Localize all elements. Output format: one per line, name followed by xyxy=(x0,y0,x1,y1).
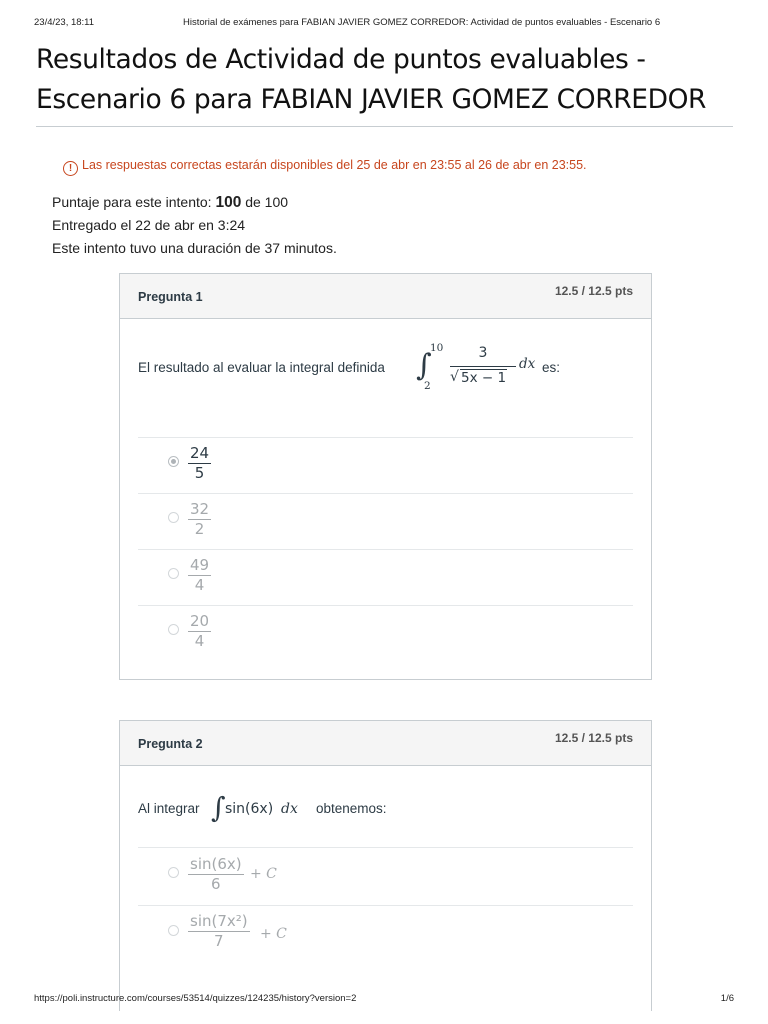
fraction-denominator: 6 xyxy=(188,874,244,894)
fraction-denominator: 2 xyxy=(188,519,211,539)
warning-circle-icon: ! xyxy=(63,161,78,176)
sqrt-radicand: 5x − 1 xyxy=(461,370,507,386)
score-label: Puntaje para este intento: xyxy=(52,194,212,210)
print-header xyxy=(34,17,734,31)
notice-text: Las respuestas correctas estarán disponibles del 25 de abr en 23:55 al 26 de abr en 23:55. xyxy=(82,158,587,172)
fraction-denominator: 4 xyxy=(188,631,211,651)
question-points: 12.5 / 12.5 pts xyxy=(554,284,633,298)
page-number: 1/6 xyxy=(720,993,734,1004)
answer-constant: + C xyxy=(250,866,277,882)
answer-radio[interactable] xyxy=(168,867,179,878)
answer-option[interactable] xyxy=(138,847,633,905)
answer-radio[interactable] xyxy=(168,512,179,523)
attempt-summary xyxy=(52,191,337,260)
fraction-numerator: sin(7x²) xyxy=(190,912,248,930)
prompt-suffix: es: xyxy=(542,360,561,375)
title-divider xyxy=(36,126,733,127)
question-prompt xyxy=(138,360,385,375)
integral-sign: ∫ xyxy=(211,791,226,824)
differential: dx xyxy=(519,356,536,372)
integrand: sin(6x) xyxy=(225,801,274,817)
integral-sign: ∫ xyxy=(416,348,432,383)
differential: dx xyxy=(281,801,298,817)
integral-numerator: 3 xyxy=(478,345,488,361)
integral-lower-limit: 2 xyxy=(424,380,431,392)
page-title-line2: Escenario 6 para FABIAN JAVIER GOMEZ CORREDOR xyxy=(36,84,707,115)
score-suffix: de 100 xyxy=(245,194,289,210)
fraction-numerator: sin(6x) xyxy=(190,855,242,873)
submitted-line: Entregado el 22 de abr en 3:24 xyxy=(52,217,246,233)
page-title-line1: Resultados de Actividad de puntos evaluables - xyxy=(36,44,646,75)
prompt-suffix: obtenemos: xyxy=(316,801,387,816)
answer-radio[interactable] xyxy=(168,456,179,467)
sqrt-sign: √ xyxy=(450,369,459,385)
fraction-bar xyxy=(450,366,516,367)
fraction-denominator: 4 xyxy=(188,575,211,595)
print-title: Historial de exámenes para FABIAN JAVIER GOMEZ CORREDOR: Actividad de puntos evaluables - Escenario 6 xyxy=(183,17,661,28)
question-prompt: Al integrar xyxy=(138,801,200,816)
integral-expression xyxy=(416,342,546,398)
answer-radio[interactable] xyxy=(168,568,179,579)
answer-fraction xyxy=(188,612,211,651)
answers-availability-notice xyxy=(63,158,587,176)
answer-radio[interactable] xyxy=(168,624,179,635)
prompt-text: El resultado al evaluar la integral definida xyxy=(138,360,385,375)
print-footer xyxy=(34,993,734,1007)
question-card-2 xyxy=(119,720,652,1011)
answer-option[interactable] xyxy=(138,905,633,963)
question-header xyxy=(120,274,651,319)
answer-fraction xyxy=(188,556,211,595)
answer-option[interactable] xyxy=(138,549,633,605)
print-date: 23/4/23, 18:11 xyxy=(34,17,95,28)
answer-constant: + C xyxy=(260,926,287,942)
question-title: Pregunta 2 xyxy=(138,737,203,751)
duration-line: Este intento tuvo una duración de 37 minutos. xyxy=(52,240,337,256)
question-points: 12.5 / 12.5 pts xyxy=(554,731,633,745)
answer-list xyxy=(138,437,633,661)
answer-option[interactable] xyxy=(138,437,633,493)
page-title xyxy=(36,40,736,120)
fraction-numerator: 49 xyxy=(190,556,210,574)
fraction-numerator: 24 xyxy=(190,444,210,462)
score-value: 100 xyxy=(215,194,242,211)
score-line xyxy=(52,191,337,214)
answer-fraction xyxy=(188,444,211,483)
integral-upper-limit: 10 xyxy=(430,342,444,354)
integral-expression xyxy=(211,791,311,831)
answer-fraction xyxy=(188,912,250,951)
fraction-denominator: 5 xyxy=(188,463,211,483)
fraction-numerator: 20 xyxy=(190,612,210,630)
answer-fraction xyxy=(188,855,244,894)
fraction-denominator: 7 xyxy=(188,931,250,951)
question-header xyxy=(120,721,651,766)
answer-option[interactable] xyxy=(138,605,633,661)
question-title: Pregunta 1 xyxy=(138,290,203,304)
question-card-1 xyxy=(119,273,652,680)
answer-fraction xyxy=(188,500,211,539)
page-url: https://poli.instructure.com/courses/53514/quizzes/124235/history?version=2 xyxy=(34,993,357,1004)
answer-radio[interactable] xyxy=(168,925,179,936)
answer-list xyxy=(138,847,633,963)
answer-option[interactable] xyxy=(138,493,633,549)
fraction-numerator: 32 xyxy=(190,500,210,518)
